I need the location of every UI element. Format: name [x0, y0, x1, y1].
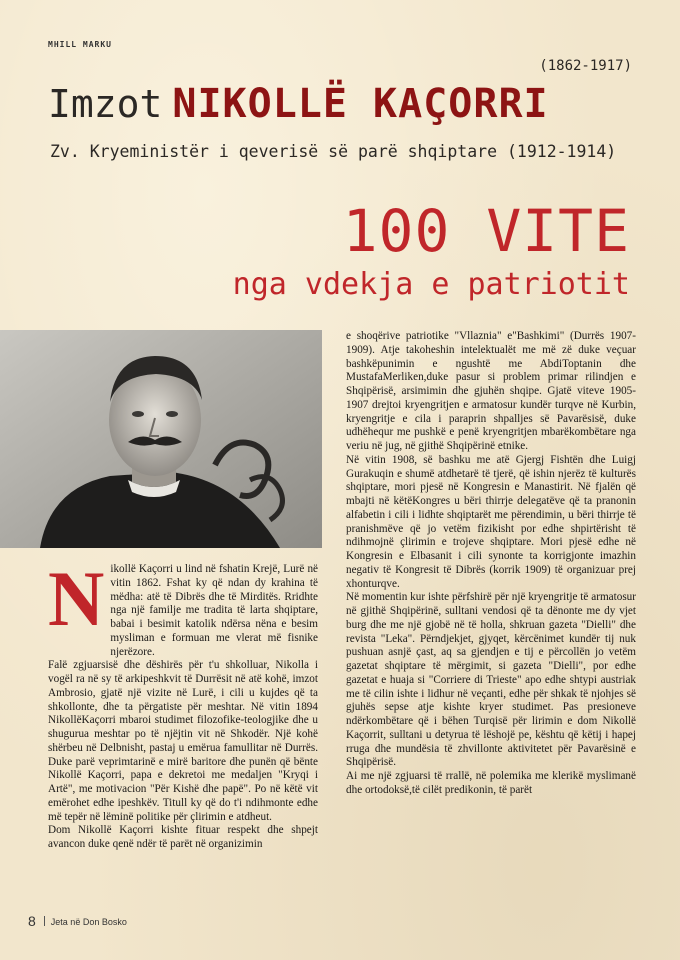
portrait-photo: [0, 330, 322, 548]
page-footer: [28, 913, 127, 929]
paragraph: Falë zgjuarsisë dhe dëshirës për t'u shkolluar, Nikolla i vogël ra në sy të arkipeshkvit të Durrësit në atë kohë, imzot Ambrosio, gjatë një vizite në Lurë, i cili u kujdes që ta shkollonte, dhe ta përgatiste për meshtar. Në vitin 1894 NikollëKaçorri mbaroi studimet filozofike-teologjike dhe u shugurua meshtar po të njëjtin vit në Shkodër. Një kohë shërbeu në Delbnisht, pastaj u emërua famullitar në Durrës. Duke parë veprimtarinë e mirë baritore dhe punën që bënte Nikollë Kaçorri, papa e dekretoi me medaljen "Kryqi i Artë", me motivacion "Për Kishë dhe papë". Po në këtë vit emërohet edhe ipeshkëv. Titull ky që do t'i ndihmonte edhe më tepër në lëminë politike për çlirimin e atdheut.: [48, 659, 318, 823]
paragraph: Ai me një zgjuarsi të rrallë, në polemika me klerikë myslimanë dhe ortodoksë,të cilët predikonin, të parët: [346, 770, 636, 796]
page-subtitle: Zv. Kryeministër i qeverisë së parë shqiptare (1912-1914): [50, 142, 617, 161]
footer-divider: [44, 916, 45, 926]
page-title: [48, 80, 638, 128]
article-column-left: [48, 555, 318, 852]
title-prefix: Imzot: [48, 82, 163, 126]
headline-main: 100 VITE: [342, 197, 630, 265]
publication-name: Jeta në Don Bosko: [50, 917, 127, 927]
page-number: 8: [28, 913, 36, 929]
headline-sub: nga vdekja e patriotit: [232, 267, 630, 302]
paragraph: e shoqërive patriotike "Vllaznia" e"Bashkimi" (Durrës 1907-1909). Atje takoheshin intelektualët me më zë duke veçuar bashkëpunimin e ngushtë me AbdiToptanin dhe MustafaMerliken,duke pasur si problem primar rilindjen e Shqipërisë, arsimimin dhe gjuhën shqipe. Gjatë viteve 1905-1907 drejtoi kryengritjen e armatosur kundër turqve në Kurbin, kryengritje e cila i paraprin shpalljes së Pavarësisë, duke udhëhequr me pushkë e penë kryengritjen mbarëkombëtare nga veriu në jug, në gjithë Shqipërinë etnike.: [346, 330, 636, 452]
article-column-right: [346, 330, 636, 798]
paragraph: Në vitin 1908, së bashku me atë Gjergj Fishtën dhe Luigj Gurakuqin e shumë atdhetarë të tjerë, që ishin njerëz të kulturës shqiptare, mori pjesë në Kongresin e Manastirit. Në fjalën që mbajti në këtëKongres u bëri thirrje delegatëve që ta pranonin alfabetin i cili i lidhte shqiptarët me përendimin, u bëri thirrje të pranishmëve që jo vetëm fizikisht por edhe shpirtërisht të ndihmojnë çlirimin e trojeve shqiptare. Mori pjesë edhe në Kongresin e Elbasanit i cili synonte ta korrigjonte imazhin negativ të Kongresit të Dibrës (korrik 1909) të organizuar prej xhonturqve.: [346, 453, 636, 590]
life-years: (1862-1917): [539, 58, 632, 74]
paragraph: Dom Nikollë Kaçorri kishte fituar respekt dhe shpejt avancon duke qenë ndër të parët në organizimin: [48, 824, 318, 850]
paragraph: Në momentin kur ishte përfshirë për një kryengritje të armatosur në gjithë Shqipërinë, sulltani vendosi që ta dënonte me dy vjet burg dhe me një gjobë në të holla, shkruan gazeta "Dielli" dhe revista "Leka". Përndjekjet, gjyqet, kërcënimet kundër tij nuk pushuan asnjë çast, aq sa gjendjen e tij e përcollën jo vetëm gazetat shqiptare të mërgimit, si gazeta "Dielli", por edhe gazetat e huaja si "Corriere di Trieste" apo edhe shtypi austriak me të cilin ishte i lidhur në veçanti, edhe për shkak të njohjes së gjuhës sepse atje kishte kryer studimet. Pas presioneve ndërkombëtare që i bëhen Turqisë për lirimin e dom Nikollë Kaçorrit, sulltani u detyrua të lëshojë pe, kështu që këtij i hapej rruga dhe mundësia të zhvillonte aktivitetet për Pavarësinë e Shqipërisë.: [346, 591, 636, 769]
paragraph: ikollë Kaçorri u lind në fshatin Krejë, Lurë në vitin 1862. Fshat ky që ndan dy krahina të mëdha: atë të Dibrës dhe të Mirditës. Rridhte nga një familje me tradita të larta shqiptare, babai i besimit katolik ndërsa nëna e besim mysliman e formuan me vlerat më fisnike njerëzore.: [110, 563, 318, 658]
dropcap-letter: N: [48, 555, 105, 642]
title-name: NIKOLLË KAÇORRI: [172, 81, 549, 127]
author-name: MHILL MARKU: [48, 40, 112, 49]
